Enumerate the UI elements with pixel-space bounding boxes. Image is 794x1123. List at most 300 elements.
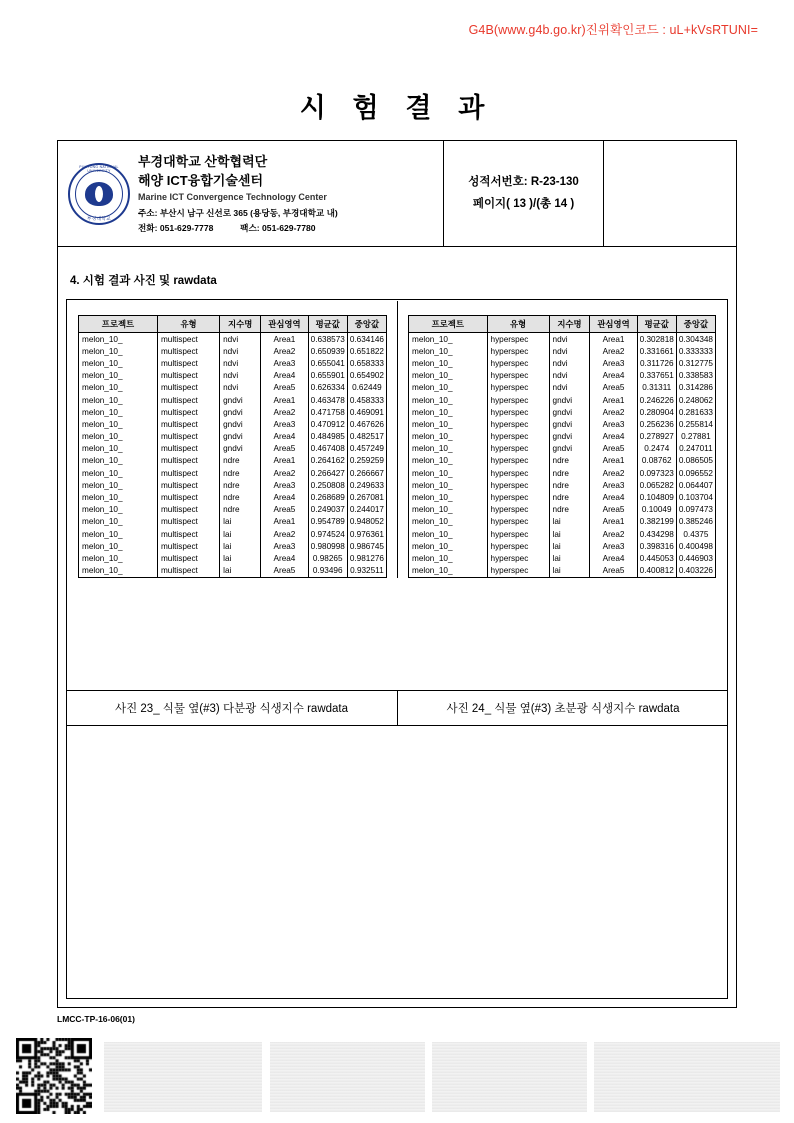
certificate-number-label: 성적서번호: xyxy=(468,175,528,188)
table-cell: multispect xyxy=(157,528,219,540)
table-row xyxy=(409,345,716,357)
table-cell: Area4 xyxy=(261,491,308,503)
table-cell: melon_10_ xyxy=(409,345,488,357)
table-cell: 0.471758 xyxy=(308,406,347,418)
table-cell: ndvi xyxy=(549,333,590,346)
table-cell: 0.638573 xyxy=(308,333,347,346)
table-cell: melon_10_ xyxy=(79,382,158,394)
table-cell: Area5 xyxy=(590,443,637,455)
table-cell: melon_10_ xyxy=(79,357,158,369)
table-cell: gndvi xyxy=(220,431,261,443)
table-row xyxy=(409,357,716,369)
table-cell: melon_10_ xyxy=(409,455,488,467)
table-cell: Area1 xyxy=(261,516,308,528)
table-cell: lai xyxy=(549,540,590,552)
table-cell: multispect xyxy=(157,382,219,394)
table-cell: Area2 xyxy=(261,406,308,418)
table-row xyxy=(79,443,387,455)
table-cell: 0.2474 xyxy=(637,443,676,455)
certificate-info-block xyxy=(444,141,604,246)
col-type: 유형 xyxy=(157,316,219,333)
table-cell: Area2 xyxy=(261,467,308,479)
table-cell: hyperspec xyxy=(487,552,549,564)
table-cell: 0.278927 xyxy=(637,431,676,443)
table-cell: melon_10_ xyxy=(409,528,488,540)
table-cell: 0.10049 xyxy=(637,504,676,516)
table-cell: Area1 xyxy=(590,333,637,346)
table-cell: hyperspec xyxy=(487,479,549,491)
table-cell: 0.467626 xyxy=(347,418,386,430)
table-row xyxy=(79,357,387,369)
col-index-name: 지수명 xyxy=(549,316,590,333)
table-cell: ndvi xyxy=(549,382,590,394)
table-cell: melon_10_ xyxy=(79,552,158,564)
table-cell: 0.976361 xyxy=(347,528,386,540)
col-roi: 관심영역 xyxy=(590,316,637,333)
table-cell: multispect xyxy=(157,406,219,418)
table-cell: multispect xyxy=(157,333,219,346)
table-cell: 0.065282 xyxy=(637,479,676,491)
table-cell: 0.932511 xyxy=(347,565,386,578)
table-row xyxy=(79,394,387,406)
table-cell: Area2 xyxy=(590,406,637,418)
table-cell: multispect xyxy=(157,394,219,406)
table-cell: Area5 xyxy=(261,443,308,455)
table-cell: melon_10_ xyxy=(79,370,158,382)
table-cell: ndre xyxy=(549,491,590,503)
table-cell: 0.398316 xyxy=(637,540,676,552)
table-cell: 0.981276 xyxy=(347,552,386,564)
table-cell: 0.302818 xyxy=(637,333,676,346)
table-cell: hyperspec xyxy=(487,431,549,443)
organization-contact xyxy=(138,222,338,234)
table-cell: ndre xyxy=(220,479,261,491)
table-row xyxy=(79,345,387,357)
organization-name-english: Marine ICT Convergence Technology Center xyxy=(138,192,327,203)
multispectral-table-body xyxy=(79,333,387,578)
table-cell: multispect xyxy=(157,370,219,382)
table-cell: 0.400812 xyxy=(637,565,676,578)
table-cell: Area1 xyxy=(261,455,308,467)
table-cell: ndre xyxy=(549,479,590,491)
table-cell: Area3 xyxy=(590,357,637,369)
table-cell: melon_10_ xyxy=(409,406,488,418)
table-cell: melon_10_ xyxy=(79,467,158,479)
table-row xyxy=(79,333,387,346)
table-cell: 0.446903 xyxy=(676,552,715,564)
table-cell: Area2 xyxy=(590,528,637,540)
table-cell: 0.458333 xyxy=(347,394,386,406)
table-cell: melon_10_ xyxy=(409,467,488,479)
table-cell: hyperspec xyxy=(487,357,549,369)
caption-figure-24: 사진 24_ 식물 옆(#3) 초분광 식생지수 rawdata xyxy=(397,691,728,725)
verification-code: G4B(www.g4b.go.kr)진위확인코드 : uL+kVsRTUNI= xyxy=(468,23,758,37)
table-row xyxy=(409,431,716,443)
table-row xyxy=(409,552,716,564)
table-cell: melon_10_ xyxy=(409,479,488,491)
table-cell: multispect xyxy=(157,479,219,491)
table-cell: 0.482517 xyxy=(347,431,386,443)
table-cell: multispect xyxy=(157,504,219,516)
table-row xyxy=(409,479,716,491)
table-cell: multispect xyxy=(157,467,219,479)
table-cell: melon_10_ xyxy=(79,431,158,443)
table-row xyxy=(409,528,716,540)
table-cell: melon_10_ xyxy=(409,565,488,578)
table-cell: melon_10_ xyxy=(79,333,158,346)
table-cell: multispect xyxy=(157,540,219,552)
page-title: 시 험 결 과 xyxy=(299,93,495,123)
table-cell: 0.248062 xyxy=(676,394,715,406)
table-cell: gndvi xyxy=(549,394,590,406)
scan-artifact-strip-4 xyxy=(594,1042,780,1112)
table-cell: ndre xyxy=(549,455,590,467)
fax-label: 팩스: xyxy=(240,222,260,233)
table-row xyxy=(79,479,387,491)
table-cell: 0.98265 xyxy=(308,552,347,564)
table-cell: 0.974524 xyxy=(308,528,347,540)
rawdata-panels xyxy=(68,301,726,578)
table-cell: melon_10_ xyxy=(409,504,488,516)
table-cell: Area3 xyxy=(590,418,637,430)
table-cell: hyperspec xyxy=(487,516,549,528)
table-cell: lai xyxy=(549,528,590,540)
organization-name-secondary: 해양 ICT융합기술센터 xyxy=(138,172,264,188)
table-cell: melon_10_ xyxy=(79,491,158,503)
table-cell: gndvi xyxy=(220,406,261,418)
table-cell: multispect xyxy=(157,516,219,528)
table-cell: melon_10_ xyxy=(79,479,158,491)
table-cell: lai xyxy=(220,516,261,528)
table-cell: 0.986745 xyxy=(347,540,386,552)
table-row xyxy=(409,504,716,516)
table-cell: ndvi xyxy=(220,357,261,369)
table-cell: gndvi xyxy=(220,394,261,406)
table-cell: 0.626334 xyxy=(308,382,347,394)
table-cell: 0.256236 xyxy=(637,418,676,430)
table-cell: hyperspec xyxy=(487,467,549,479)
table-cell: 0.246226 xyxy=(637,394,676,406)
table-row xyxy=(79,504,387,516)
table-cell: 0.064407 xyxy=(676,479,715,491)
table-cell: 0.086505 xyxy=(676,455,715,467)
table-row xyxy=(409,491,716,503)
table-row xyxy=(79,540,387,552)
table-cell: melon_10_ xyxy=(409,370,488,382)
multispectral-rawdata-table xyxy=(78,315,387,578)
table-cell: Area2 xyxy=(261,528,308,540)
table-row xyxy=(79,467,387,479)
table-cell: Area5 xyxy=(261,382,308,394)
table-row xyxy=(409,370,716,382)
table-row xyxy=(79,552,387,564)
university-emblem-icon xyxy=(68,163,130,225)
figure-captions-row xyxy=(66,690,728,726)
table-cell: 0.267081 xyxy=(347,491,386,503)
table-cell: Area3 xyxy=(261,479,308,491)
scan-artifact-strip-1 xyxy=(104,1042,262,1112)
table-cell: 0.281633 xyxy=(676,406,715,418)
table-cell: melon_10_ xyxy=(79,528,158,540)
table-cell: 0.651822 xyxy=(347,345,386,357)
table-row xyxy=(79,370,387,382)
table-cell: 0.097473 xyxy=(676,504,715,516)
table-cell: Area3 xyxy=(261,418,308,430)
table-row xyxy=(409,406,716,418)
table-header-row xyxy=(79,316,387,333)
table-cell: ndre xyxy=(549,504,590,516)
table-cell: 0.385246 xyxy=(676,516,715,528)
table-cell: melon_10_ xyxy=(409,516,488,528)
hyperspectral-rawdata-table xyxy=(408,315,716,578)
table-cell: 0.103704 xyxy=(676,491,715,503)
table-cell: hyperspec xyxy=(487,418,549,430)
tel-label: 전화: xyxy=(138,222,158,233)
table-cell: gndvi xyxy=(549,431,590,443)
qr-code-icon xyxy=(16,1038,92,1114)
table-cell: Area4 xyxy=(261,552,308,564)
caption-figure-23: 사진 23_ 식물 옆(#3) 다분광 식생지수 rawdata xyxy=(114,703,349,715)
table-cell: gndvi xyxy=(220,443,261,455)
table-cell: 0.655901 xyxy=(308,370,347,382)
table-cell: 0.484985 xyxy=(308,431,347,443)
table-cell: melon_10_ xyxy=(409,540,488,552)
table-cell: 0.097323 xyxy=(637,467,676,479)
table-cell: multispect xyxy=(157,552,219,564)
emblem-ring-text-top: PUKYONG NATIONAL UNIVERSITY xyxy=(79,164,119,173)
table-cell: hyperspec xyxy=(487,443,549,455)
table-cell: gndvi xyxy=(549,443,590,455)
table-row xyxy=(79,528,387,540)
col-index-name: 지수명 xyxy=(220,316,261,333)
table-cell: ndvi xyxy=(549,345,590,357)
table-cell: lai xyxy=(549,565,590,578)
table-cell: 0.312775 xyxy=(676,357,715,369)
table-cell: Area3 xyxy=(261,357,308,369)
table-cell: Area5 xyxy=(590,504,637,516)
table-cell: 0.264162 xyxy=(308,455,347,467)
table-cell: ndre xyxy=(220,504,261,516)
col-median: 중앙값 xyxy=(676,316,715,333)
table-cell: Area2 xyxy=(590,345,637,357)
header-info-block xyxy=(58,141,736,247)
table-cell: 0.31311 xyxy=(637,382,676,394)
table-row xyxy=(409,516,716,528)
table-cell: melon_10_ xyxy=(409,552,488,564)
table-cell: hyperspec xyxy=(487,370,549,382)
table-cell: 0.249633 xyxy=(347,479,386,491)
hyperspectral-panel xyxy=(397,301,726,578)
table-cell: lai xyxy=(220,528,261,540)
table-cell: Area1 xyxy=(590,394,637,406)
table-cell: Area5 xyxy=(261,565,308,578)
document-form-code: LMCC-TP-16-06(01) xyxy=(57,1014,135,1024)
table-cell: hyperspec xyxy=(487,528,549,540)
table-cell: lai xyxy=(220,552,261,564)
table-cell: ndvi xyxy=(220,345,261,357)
col-mean: 평균값 xyxy=(308,316,347,333)
table-cell: lai xyxy=(549,516,590,528)
table-cell: Area4 xyxy=(261,431,308,443)
page-number-text: 페이지( 13 )/(총 14 ) xyxy=(472,197,575,210)
table-row xyxy=(409,394,716,406)
table-cell: 0.457249 xyxy=(347,443,386,455)
hyperspectral-table-body xyxy=(409,333,716,578)
table-cell: 0.314286 xyxy=(676,382,715,394)
table-row xyxy=(79,382,387,394)
table-row xyxy=(409,455,716,467)
table-cell: 0.304348 xyxy=(676,333,715,346)
table-cell: melon_10_ xyxy=(79,565,158,578)
table-cell: 0.104809 xyxy=(637,491,676,503)
multispectral-panel xyxy=(68,301,397,578)
table-cell: ndvi xyxy=(220,370,261,382)
table-cell: hyperspec xyxy=(487,333,549,346)
table-cell: melon_10_ xyxy=(409,443,488,455)
table-row xyxy=(409,418,716,430)
col-project: 프로젝트 xyxy=(409,316,488,333)
table-cell: 0.650939 xyxy=(308,345,347,357)
table-cell: melon_10_ xyxy=(409,382,488,394)
table-cell: multispect xyxy=(157,565,219,578)
tel-value: 051-629-7778 xyxy=(159,222,214,233)
table-row xyxy=(79,491,387,503)
emblem-ring-text-bottom: 부경대학교 xyxy=(86,215,112,221)
table-cell: 0.382199 xyxy=(637,516,676,528)
table-cell: Area4 xyxy=(590,491,637,503)
table-cell: hyperspec xyxy=(487,406,549,418)
table-cell: ndre xyxy=(220,491,261,503)
table-cell: 0.27881 xyxy=(676,431,715,443)
table-cell: ndvi xyxy=(220,382,261,394)
table-cell: melon_10_ xyxy=(79,455,158,467)
stamp-area xyxy=(604,141,736,246)
table-cell: Area5 xyxy=(590,382,637,394)
table-cell: 0.470912 xyxy=(308,418,347,430)
table-cell: 0.4375 xyxy=(676,528,715,540)
table-cell: Area5 xyxy=(261,504,308,516)
table-row xyxy=(79,431,387,443)
table-cell: 0.954789 xyxy=(308,516,347,528)
table-cell: Area4 xyxy=(261,370,308,382)
table-cell: hyperspec xyxy=(487,394,549,406)
table-cell: Area3 xyxy=(590,479,637,491)
table-cell: melon_10_ xyxy=(79,406,158,418)
table-cell: ndvi xyxy=(549,357,590,369)
table-cell: multispect xyxy=(157,418,219,430)
table-cell: hyperspec xyxy=(487,540,549,552)
table-cell: melon_10_ xyxy=(79,504,158,516)
table-cell: multispect xyxy=(157,345,219,357)
table-cell: Area2 xyxy=(590,467,637,479)
certificate-number-value: R-23-130 xyxy=(530,175,579,188)
table-cell: hyperspec xyxy=(487,491,549,503)
section-heading: 4. 시험 결과 사진 및 rawdata xyxy=(70,275,217,287)
table-cell: 0.403226 xyxy=(676,565,715,578)
table-cell: 0.467408 xyxy=(308,443,347,455)
col-mean: 평균값 xyxy=(637,316,676,333)
table-cell: 0.980998 xyxy=(308,540,347,552)
table-cell: 0.280904 xyxy=(637,406,676,418)
col-project: 프로젝트 xyxy=(79,316,158,333)
table-row xyxy=(79,406,387,418)
table-cell: 0.266667 xyxy=(347,467,386,479)
table-row xyxy=(409,382,716,394)
table-cell: melon_10_ xyxy=(409,431,488,443)
table-cell: Area5 xyxy=(590,565,637,578)
table-cell: multispect xyxy=(157,455,219,467)
table-cell: 0.255814 xyxy=(676,418,715,430)
table-cell: 0.434298 xyxy=(637,528,676,540)
table-cell: 0.096552 xyxy=(676,467,715,479)
table-cell: melon_10_ xyxy=(79,418,158,430)
table-row xyxy=(409,333,716,346)
table-cell: 0.634146 xyxy=(347,333,386,346)
table-cell: 0.469091 xyxy=(347,406,386,418)
table-cell: 0.247011 xyxy=(676,443,715,455)
table-cell: 0.333333 xyxy=(676,345,715,357)
table-cell: ndre xyxy=(220,467,261,479)
table-cell: Area4 xyxy=(590,370,637,382)
table-cell: 0.249037 xyxy=(308,504,347,516)
table-cell: 0.08762 xyxy=(637,455,676,467)
table-cell: melon_10_ xyxy=(79,540,158,552)
table-cell: 0.93496 xyxy=(308,565,347,578)
table-cell: Area1 xyxy=(261,394,308,406)
table-cell: ndvi xyxy=(220,333,261,346)
table-cell: melon_10_ xyxy=(79,394,158,406)
table-cell: 0.400498 xyxy=(676,540,715,552)
table-cell: 0.266427 xyxy=(308,467,347,479)
table-cell: Area4 xyxy=(590,431,637,443)
col-median: 중앙값 xyxy=(347,316,386,333)
table-cell: 0.445053 xyxy=(637,552,676,564)
table-row xyxy=(79,418,387,430)
table-cell: 0.259259 xyxy=(347,455,386,467)
table-row xyxy=(79,455,387,467)
organization-block xyxy=(58,141,444,246)
table-cell: ndre xyxy=(549,467,590,479)
table-cell: hyperspec xyxy=(487,565,549,578)
table-cell: 0.655041 xyxy=(308,357,347,369)
table-cell: melon_10_ xyxy=(409,491,488,503)
table-cell: 0.463478 xyxy=(308,394,347,406)
table-cell: 0.268689 xyxy=(308,491,347,503)
col-type: 유형 xyxy=(487,316,549,333)
table-cell: melon_10_ xyxy=(79,516,158,528)
table-cell: 0.658333 xyxy=(347,357,386,369)
organization-address: 주소: 부산시 남구 신선로 365 (용당동, 부경대학교 내) xyxy=(138,208,338,219)
table-cell: Area4 xyxy=(590,552,637,564)
table-row xyxy=(409,467,716,479)
table-cell: lai xyxy=(549,552,590,564)
table-cell: hyperspec xyxy=(487,382,549,394)
table-cell: multispect xyxy=(157,491,219,503)
table-cell: Area1 xyxy=(590,516,637,528)
table-cell: melon_10_ xyxy=(409,418,488,430)
table-cell: 0.338583 xyxy=(676,370,715,382)
table-cell: lai xyxy=(220,565,261,578)
table-cell: melon_10_ xyxy=(79,345,158,357)
table-cell: 0.244017 xyxy=(347,504,386,516)
table-cell: multispect xyxy=(157,431,219,443)
table-row xyxy=(409,443,716,455)
table-cell: 0.654902 xyxy=(347,370,386,382)
table-cell: hyperspec xyxy=(487,504,549,516)
scan-artifact-strip-3 xyxy=(432,1042,587,1112)
table-cell: multispect xyxy=(157,357,219,369)
table-cell: 0.311726 xyxy=(637,357,676,369)
